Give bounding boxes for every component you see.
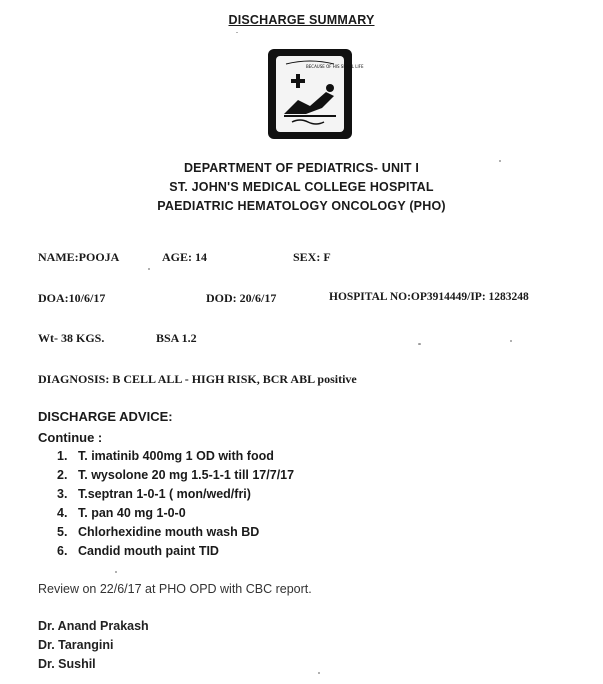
scan-speck [236, 32, 238, 33]
patient-sex: SEX: F [293, 250, 331, 264]
medication-number: 2. [57, 468, 68, 482]
hospital-logo [268, 49, 364, 139]
document-title: DISCHARGE SUMMARY [228, 13, 375, 27]
scan-speck [499, 160, 501, 162]
continue-label: Continue : [38, 430, 103, 445]
scan-speck [115, 571, 117, 573]
medication-text: Candid mouth paint TID [78, 544, 219, 558]
hospital-number: HOSPITAL NO:OP3914449/IP: 1283248 [329, 291, 529, 303]
medication-number: 3. [57, 487, 68, 501]
medication-text: T.septran 1-0-1 ( mon/wed/fri) [78, 487, 251, 501]
unit-name: PAEDIATRIC HEMATOLOGY ONCOLOGY (PHO) [157, 199, 446, 213]
hospital-name: ST. JOHN'S MEDICAL COLLEGE HOSPITAL [169, 180, 434, 194]
medication-text: T. imatinib 400mg 1 OD with food [78, 449, 274, 463]
patient-weight: Wt- 38 KGS. [38, 331, 105, 345]
doctor-name: Dr. Sushil [38, 657, 96, 671]
patient-bsa: BSA 1.2 [156, 331, 197, 345]
medication-number: 6. [57, 544, 68, 558]
doctor-name: Dr. Tarangini [38, 638, 114, 652]
logo-text: BECAUSE OF HIS SMALL LIFE [306, 64, 364, 69]
scan-speck [318, 672, 320, 674]
diagnosis: DIAGNOSIS: B CELL ALL - HIGH RISK, BCR ABL positive [38, 372, 357, 386]
scan-speck [148, 268, 150, 270]
scan-speck [418, 343, 421, 345]
medication-text: Chlorhexidine mouth wash BD [78, 525, 260, 539]
department-line: DEPARTMENT OF PEDIATRICS- UNIT I [183, 161, 420, 175]
patient-name: NAME:POOJA [38, 250, 120, 264]
date-of-discharge: DOD: 20/6/17 [206, 291, 277, 305]
doctor-name: Dr. Anand Prakash [38, 619, 149, 633]
medication-text: T. pan 40 mg 1-0-0 [78, 506, 186, 520]
medication-number: 1. [57, 449, 68, 463]
medication-number: 4. [57, 506, 68, 520]
medication-number: 5. [57, 525, 68, 539]
review-note: Review on 22/6/17 at PHO OPD with CBC report. [38, 582, 312, 596]
medication-text: T. wysolone 20 mg 1.5-1-1 till 17/7/17 [78, 468, 295, 482]
discharge-advice-heading: DISCHARGE ADVICE: [38, 409, 173, 424]
scan-speck [510, 340, 512, 342]
patient-age: AGE: 14 [162, 250, 207, 264]
date-of-admission: DOA:10/6/17 [38, 291, 106, 305]
